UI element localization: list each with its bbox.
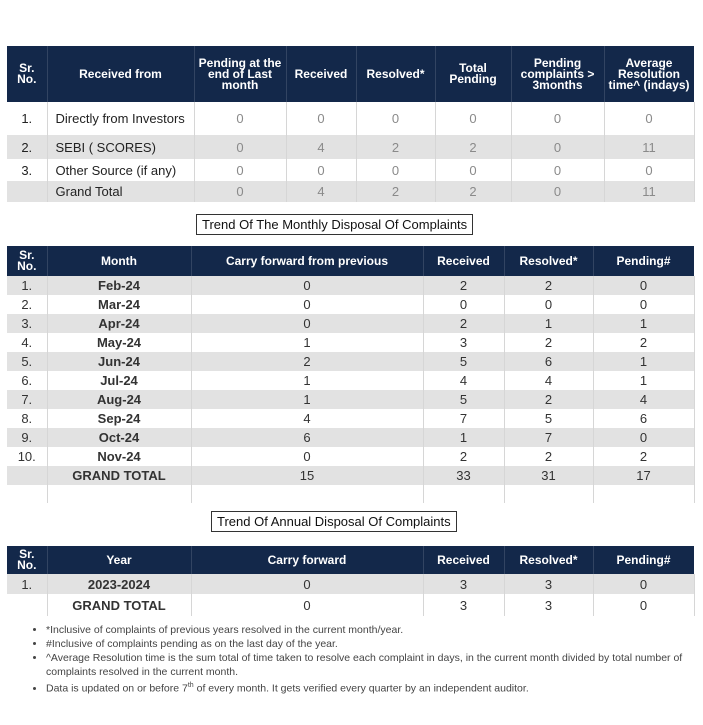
- cell: 0: [191, 295, 423, 314]
- cell: Oct-24: [47, 428, 191, 447]
- cell: Sep-24: [47, 409, 191, 428]
- cell: Directly from Investors: [47, 102, 194, 135]
- footnote-text: of every month. It gets verified every quarter by an independent auditor.: [193, 682, 529, 695]
- cell: 0: [511, 181, 604, 202]
- cell: 4: [423, 371, 504, 390]
- cell: 2: [593, 447, 694, 466]
- cell: 3.: [7, 159, 47, 181]
- cell: [7, 594, 47, 616]
- col-header: Resolved*: [504, 546, 593, 574]
- cell: 2: [191, 352, 423, 371]
- cell: 4: [504, 371, 593, 390]
- col-header: Carry forward: [191, 546, 423, 574]
- cell: 4: [191, 409, 423, 428]
- table-row: [7, 428, 694, 447]
- investor-complaints-table: [7, 46, 695, 202]
- cell: 0: [286, 102, 356, 135]
- cell: 1: [593, 314, 694, 333]
- col-header: Month: [47, 246, 191, 276]
- cell: 33: [423, 466, 504, 485]
- cell: 0: [191, 276, 423, 295]
- table-row: [7, 447, 694, 466]
- cell: 3: [423, 574, 504, 594]
- cell: 11: [604, 181, 694, 202]
- cell: 2: [356, 181, 435, 202]
- cell: 6: [504, 352, 593, 371]
- cell: Nov-24: [47, 447, 191, 466]
- cell: 3: [504, 594, 593, 616]
- cell: 1: [191, 333, 423, 352]
- cell: 4: [286, 181, 356, 202]
- cell: 2023-2024: [47, 574, 191, 594]
- cell: 0: [194, 159, 286, 181]
- spacer-row: [7, 485, 694, 503]
- cell: 0: [511, 102, 604, 135]
- cell: 0: [191, 314, 423, 333]
- cell: 0: [356, 159, 435, 181]
- cell: 6: [191, 428, 423, 447]
- cell: Aug-24: [47, 390, 191, 409]
- footnotes-list: [28, 623, 703, 696]
- table-row: [7, 314, 694, 333]
- cell: 7: [504, 428, 593, 447]
- monthly-disposal-caption: Trend Of The Monthly Disposal Of Complaints: [196, 214, 473, 235]
- cell: 0: [286, 159, 356, 181]
- cell: 0: [423, 295, 504, 314]
- cell: 3: [423, 594, 504, 616]
- cell: 4: [286, 135, 356, 159]
- cell: GRAND TOTAL: [47, 594, 191, 616]
- cell: 0: [194, 135, 286, 159]
- table-header-row: [7, 546, 694, 574]
- annual-disposal-caption: Trend Of Annual Disposal Of Complaints: [211, 511, 457, 532]
- col-header: Carry forward from previous: [191, 246, 423, 276]
- grand-total-row: [7, 466, 694, 485]
- cell: [7, 181, 47, 202]
- cell: 3.: [7, 314, 47, 333]
- table-row: [7, 352, 694, 371]
- cell: Jun-24: [47, 352, 191, 371]
- cell: 4.: [7, 333, 47, 352]
- cell: 11: [604, 135, 694, 159]
- cell: 0: [504, 295, 593, 314]
- cell: 0: [593, 276, 694, 295]
- table-row: [7, 159, 694, 181]
- col-header: Sr. No.: [7, 46, 47, 102]
- table-row: [7, 135, 694, 159]
- cell: 2.: [7, 295, 47, 314]
- table-row: [7, 102, 694, 135]
- cell: 2: [504, 276, 593, 295]
- table-row: [7, 574, 694, 594]
- cell: 0: [593, 574, 694, 594]
- cell: Apr-24: [47, 314, 191, 333]
- cell: 0: [191, 574, 423, 594]
- col-header: Total Pending: [435, 46, 511, 102]
- cell: 6.: [7, 371, 47, 390]
- cell: [7, 466, 47, 485]
- table-row: [7, 181, 694, 202]
- col-header: Sr. No.: [7, 546, 47, 574]
- table-row: [7, 333, 694, 352]
- footnote: • *Inclusive of complaints of previous years resolved in the current month/year.: [46, 623, 703, 637]
- monthly-disposal-table: [7, 246, 695, 503]
- cell: 0: [194, 181, 286, 202]
- table-header-row: [7, 46, 694, 102]
- cell: 0: [435, 159, 511, 181]
- cell: 2: [504, 447, 593, 466]
- footnote: • ^Average Resolution time is the sum total of time taken to resolve each complaint in days, in the current month divided by total number of complaints resolved in the current month.: [46, 651, 703, 679]
- cell: 9.: [7, 428, 47, 447]
- cell: SEBI ( SCORES): [47, 135, 194, 159]
- cell: 7: [423, 409, 504, 428]
- cell: 1.: [7, 276, 47, 295]
- table-row: [7, 409, 694, 428]
- cell: 2: [435, 135, 511, 159]
- col-header: Received: [286, 46, 356, 102]
- cell: 0: [604, 102, 694, 135]
- cell: 0: [435, 102, 511, 135]
- col-header: Resolved*: [504, 246, 593, 276]
- cell: 10.: [7, 447, 47, 466]
- col-header: Pending at the end of Last month: [194, 46, 286, 102]
- cell: 5: [423, 352, 504, 371]
- col-header: Resolved*: [356, 46, 435, 102]
- col-header: Year: [47, 546, 191, 574]
- cell: 1: [191, 371, 423, 390]
- footnote-superscript: th: [187, 682, 194, 689]
- cell: 5.: [7, 352, 47, 371]
- cell: 2: [356, 135, 435, 159]
- cell: 7.: [7, 390, 47, 409]
- cell: 0: [191, 594, 423, 616]
- cell: Grand Total: [47, 181, 194, 202]
- cell: 8.: [7, 409, 47, 428]
- table-row: [7, 276, 694, 295]
- cell: 2: [423, 447, 504, 466]
- col-header: Received: [423, 246, 504, 276]
- cell: 0: [356, 102, 435, 135]
- cell: 0: [593, 594, 694, 616]
- cell: 2: [423, 314, 504, 333]
- cell: 2.: [7, 135, 47, 159]
- cell: 1.: [7, 574, 47, 594]
- cell: 2: [504, 333, 593, 352]
- cell: 2: [423, 276, 504, 295]
- cell: 2: [435, 181, 511, 202]
- cell: 0: [511, 135, 604, 159]
- col-header: Pending complaints > 3months: [511, 46, 604, 102]
- cell: Mar-24: [47, 295, 191, 314]
- footnote: • #Inclusive of complaints pending as on the last day of the year.: [46, 637, 703, 651]
- cell: 1.: [7, 102, 47, 135]
- cell: 5: [423, 390, 504, 409]
- cell: 2: [504, 390, 593, 409]
- cell: 0: [593, 428, 694, 447]
- col-header: Pending#: [593, 246, 694, 276]
- cell: 1: [191, 390, 423, 409]
- cell: 0: [593, 295, 694, 314]
- cell: 0: [604, 159, 694, 181]
- table-row: [7, 390, 694, 409]
- cell: 2: [593, 333, 694, 352]
- footnote: [46, 679, 703, 696]
- grand-total-row: [7, 594, 694, 616]
- cell: 31: [504, 466, 593, 485]
- annual-disposal-table: [7, 546, 695, 616]
- cell: 15: [191, 466, 423, 485]
- cell: Jul-24: [47, 371, 191, 390]
- cell: 4: [593, 390, 694, 409]
- cell: Feb-24: [47, 276, 191, 295]
- cell: 0: [194, 102, 286, 135]
- col-header: Received from: [47, 46, 194, 102]
- col-header: Pending#: [593, 546, 694, 574]
- col-header: Average Resolution time^ (indays): [604, 46, 694, 102]
- cell: 6: [593, 409, 694, 428]
- cell: 1: [423, 428, 504, 447]
- col-header: Received: [423, 546, 504, 574]
- cell: Other Source (if any): [47, 159, 194, 181]
- cell: 1: [504, 314, 593, 333]
- cell: 17: [593, 466, 694, 485]
- cell: 0: [511, 159, 604, 181]
- cell: GRAND TOTAL: [47, 466, 191, 485]
- cell: 5: [504, 409, 593, 428]
- cell: 0: [191, 447, 423, 466]
- col-header: Sr. No.: [7, 246, 47, 276]
- cell: May-24: [47, 333, 191, 352]
- table-row: [7, 371, 694, 390]
- footnote-text: Data is updated on or before 7: [46, 682, 188, 695]
- table-header-row: [7, 246, 694, 276]
- cell: 1: [593, 371, 694, 390]
- table-row: [7, 295, 694, 314]
- cell: 3: [504, 574, 593, 594]
- cell: 1: [593, 352, 694, 371]
- cell: 3: [423, 333, 504, 352]
